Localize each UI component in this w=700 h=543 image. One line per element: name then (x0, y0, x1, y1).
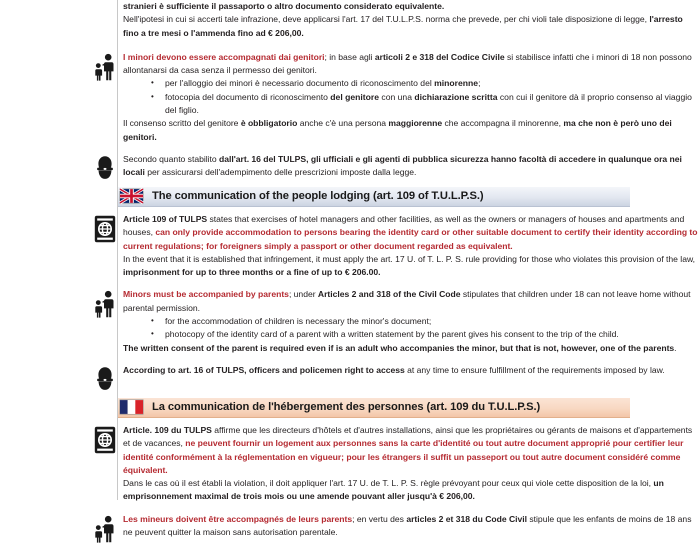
section-header-french (118, 398, 630, 418)
section-header-french-title: La communication de l'hébergement des personnes (art. 109 du T.U.L.P.S.) (152, 401, 541, 414)
icon-slot (92, 153, 118, 181)
section-english-police-access (0, 364, 700, 392)
text-run: con una (379, 91, 415, 102)
icon-slot (92, 364, 118, 392)
icon-slot (92, 288, 118, 318)
paragraph-article-109-fr (123, 424, 700, 477)
text-run-highlight: Les mineurs doivent être accompagnés de leurs parents (123, 513, 353, 524)
section-header-english (118, 187, 630, 207)
text-run-bold: minorenne (434, 78, 479, 89)
text-run-bold: imprisonment for up to three months or a fine of up to € 206.00 (123, 267, 379, 278)
section-italian-minors (0, 51, 700, 144)
text-run: si stabilisce infatti che i minori di 18 non possono allontanarsi da casa senza il permesso dei genitori. (123, 51, 692, 76)
paragraph-infringement-en (123, 253, 700, 280)
text-run-bold: The written consent of the parent is required even if is an adult who accompanies the minor, but that is not, however, one of the parents (123, 342, 675, 353)
text-run: photocopy of the identity card of a parent with a written statement by the parent gives his consent to the trip of the child. (165, 329, 619, 340)
paragraph-police-access-en (123, 364, 700, 377)
text-run: stipule que les enfants de moins de 18 ans ne peuvent quitter la maison sans autorisation parentale. (123, 513, 692, 538)
section-english-article (0, 213, 700, 279)
text-run-bold: . (472, 491, 475, 502)
paragraph-police-access (123, 153, 700, 180)
adult-and-child-icon (93, 515, 117, 543)
english-minors-text (118, 288, 700, 354)
text-run: stipulates that children under 18 can not leave home without parental permission. (123, 289, 691, 313)
italian-minors-bullet-list (123, 77, 700, 117)
list-item (165, 91, 700, 118)
text-run: ; (478, 78, 481, 89)
italian-intro-text (118, 0, 700, 40)
text-run: ; in base agli (324, 51, 375, 62)
icon-slot (92, 213, 118, 243)
paragraph-minors-rule-fr (123, 513, 700, 540)
text-run: affirme que les directeurs d'hôtels et d'autres installations, ainsi que les propriétaires ou gérants de maisons et d'appartements et de vacances, (123, 424, 693, 449)
paragraph-minors-rule (123, 51, 700, 78)
icon-slot (92, 51, 118, 81)
text-run: In the event that it is established that infringement, it must apply the art. 17 U. of T. L. P. S. rule providing for those who violates this provision of the law, (123, 253, 696, 264)
text-run-bold: dichiarazione scritta (414, 91, 498, 102)
text-run: . (674, 342, 677, 353)
text-run-bold: dall'art. 16 del TULPS, gli ufficiali e gli agenti di pubblica sicurezza hanno facoltà di accedere in qualunque ora nei locali (123, 153, 682, 178)
text-run: Il consenso scritto del genitore (123, 118, 241, 129)
text-run-bold: . (301, 27, 304, 38)
text-run-bold: According to art. 16 of TULPS, officers and policemen right to access (123, 364, 405, 375)
text-run-bold: articles 2 et 318 du Code Civil (406, 513, 528, 524)
text-run: ; en vertu des (352, 513, 407, 524)
paragraph-line-continuation (123, 0, 700, 13)
text-run-highlight: I minori devono essere accompagnati dai genitori (123, 51, 325, 62)
text-run-bold: Articles 2 and 318 of the Civil Code (317, 289, 461, 300)
section-italian-police-access (0, 153, 700, 181)
paragraph-minors-rule-en (123, 288, 700, 315)
text-run: Nell'ipotesi in cui si accerti tale infrazione, deve applicarsi l'art. 17 del T.U.L.P.S. norma che prevede, per chi violi tale disposizione di legge, (123, 14, 650, 25)
english-minors-bullet-list (123, 315, 700, 342)
text-run-bold: un emprisonnement maximal de trois mois ou une amende pouvant aller jusqu'à € 206,00 (123, 478, 664, 502)
text-run-bold: l'arresto fino a tre mesi o l'ammenda fino ad € 206,00 (123, 14, 683, 38)
text-run: anche c'è una persona (297, 118, 389, 129)
text-run-bold: Article. 109 du TULPS (123, 424, 212, 435)
paragraph-written-consent (123, 117, 700, 144)
list-item (165, 328, 700, 341)
text-run: Secondo quanto stabilito (123, 153, 220, 164)
english-article-text (118, 213, 700, 279)
text-run: per assicurarsi dell'adempimento delle prescrizioni imposte dalla legge. (144, 167, 417, 178)
italian-access-text (118, 153, 700, 180)
police-helmet-icon (94, 366, 116, 392)
text-run-bold: del genitore (330, 91, 380, 102)
text-run-bold: . (378, 267, 381, 278)
text-run: ; under (288, 289, 318, 300)
icon-slot (92, 424, 118, 454)
paragraph-written-consent-en (123, 342, 700, 355)
text-run: Dans le cas où il est établi la violation, il doit appliquer l'art. 17 U. de T. L. P. S. règle prévoyant pour ceux qui viole cette disposition de la loi, (123, 478, 654, 489)
text-run: che accompagna il minorenne, (442, 118, 564, 129)
text-run: at any time to ensure fulfillment of the requirements imposed by law. (404, 364, 665, 375)
communication-document-icon (94, 426, 116, 454)
text-run: for the accommodation of children is necessary the minor's document; (165, 316, 432, 327)
text-run: per l'alloggio dei minori è necessario documento di riconoscimento del (165, 78, 435, 89)
police-helmet-icon (94, 155, 116, 181)
section-french-minors (0, 513, 700, 543)
text-run: stranieri è sufficiente il passaporto o altro documento considerato equivalente. (123, 1, 445, 11)
french-article-text (118, 424, 700, 504)
text-run-bold: articoli 2 e 318 del Codice Civile (374, 51, 505, 62)
communication-document-icon (94, 215, 116, 243)
adult-and-child-icon (93, 290, 117, 318)
italian-minors-text (118, 51, 700, 144)
text-run: con cui il genitore dà il proprio consenso al viaggio del figlio. (165, 91, 692, 116)
text-run-bold: è obbligatorio (240, 118, 298, 129)
text-run-highlight: Minors must be accompanied by parents (123, 289, 289, 300)
text-run-highlight: can only provide accommodation to persons bearing the identity card or other suitable document to certify their identity according to current regulations; for foreigners simply a passport or other document regarded as equivalent. (123, 227, 698, 251)
paragraph-infraction (123, 13, 700, 40)
text-run-bold: maggiorenne (388, 118, 443, 129)
uk-flag-icon (120, 189, 143, 203)
paragraph-article-109-en (123, 213, 700, 253)
section-header-english-title: The communication of the people lodging (art. 109 of T.U.L.P.S.) (152, 190, 484, 203)
paragraph-violation-fr (123, 477, 700, 504)
section-french-article (0, 424, 700, 504)
section-italian-intro (0, 0, 700, 40)
adult-and-child-icon (93, 53, 117, 81)
section-english-minors (0, 288, 700, 354)
list-item (165, 315, 700, 328)
text-run-bold: ma che non è però uno dei genitori. (123, 118, 672, 142)
icon-slot-empty (92, 0, 118, 2)
text-run-bold: Article 109 of TULPS (123, 213, 208, 224)
english-access-text (118, 364, 700, 377)
text-run-highlight: ne peuvent fournir un logement aux personnes sans la carte d'identité ou tout autre document approprié pour certifier leur identité conformément à la réglementation en vigueur; pour les étrangers il suffit un passeport ou tout autre document considéré comme équivalent. (123, 438, 684, 475)
icon-slot (92, 513, 118, 543)
france-flag-icon (120, 400, 143, 414)
list-item (165, 77, 700, 90)
text-run: fotocopia del documento di riconoscimento (165, 91, 331, 102)
french-minors-text (118, 513, 700, 540)
text-run: states that exercises of hotel managers and other facilities, as well as the owners or managers of houses and apartments and houses, (123, 213, 685, 238)
